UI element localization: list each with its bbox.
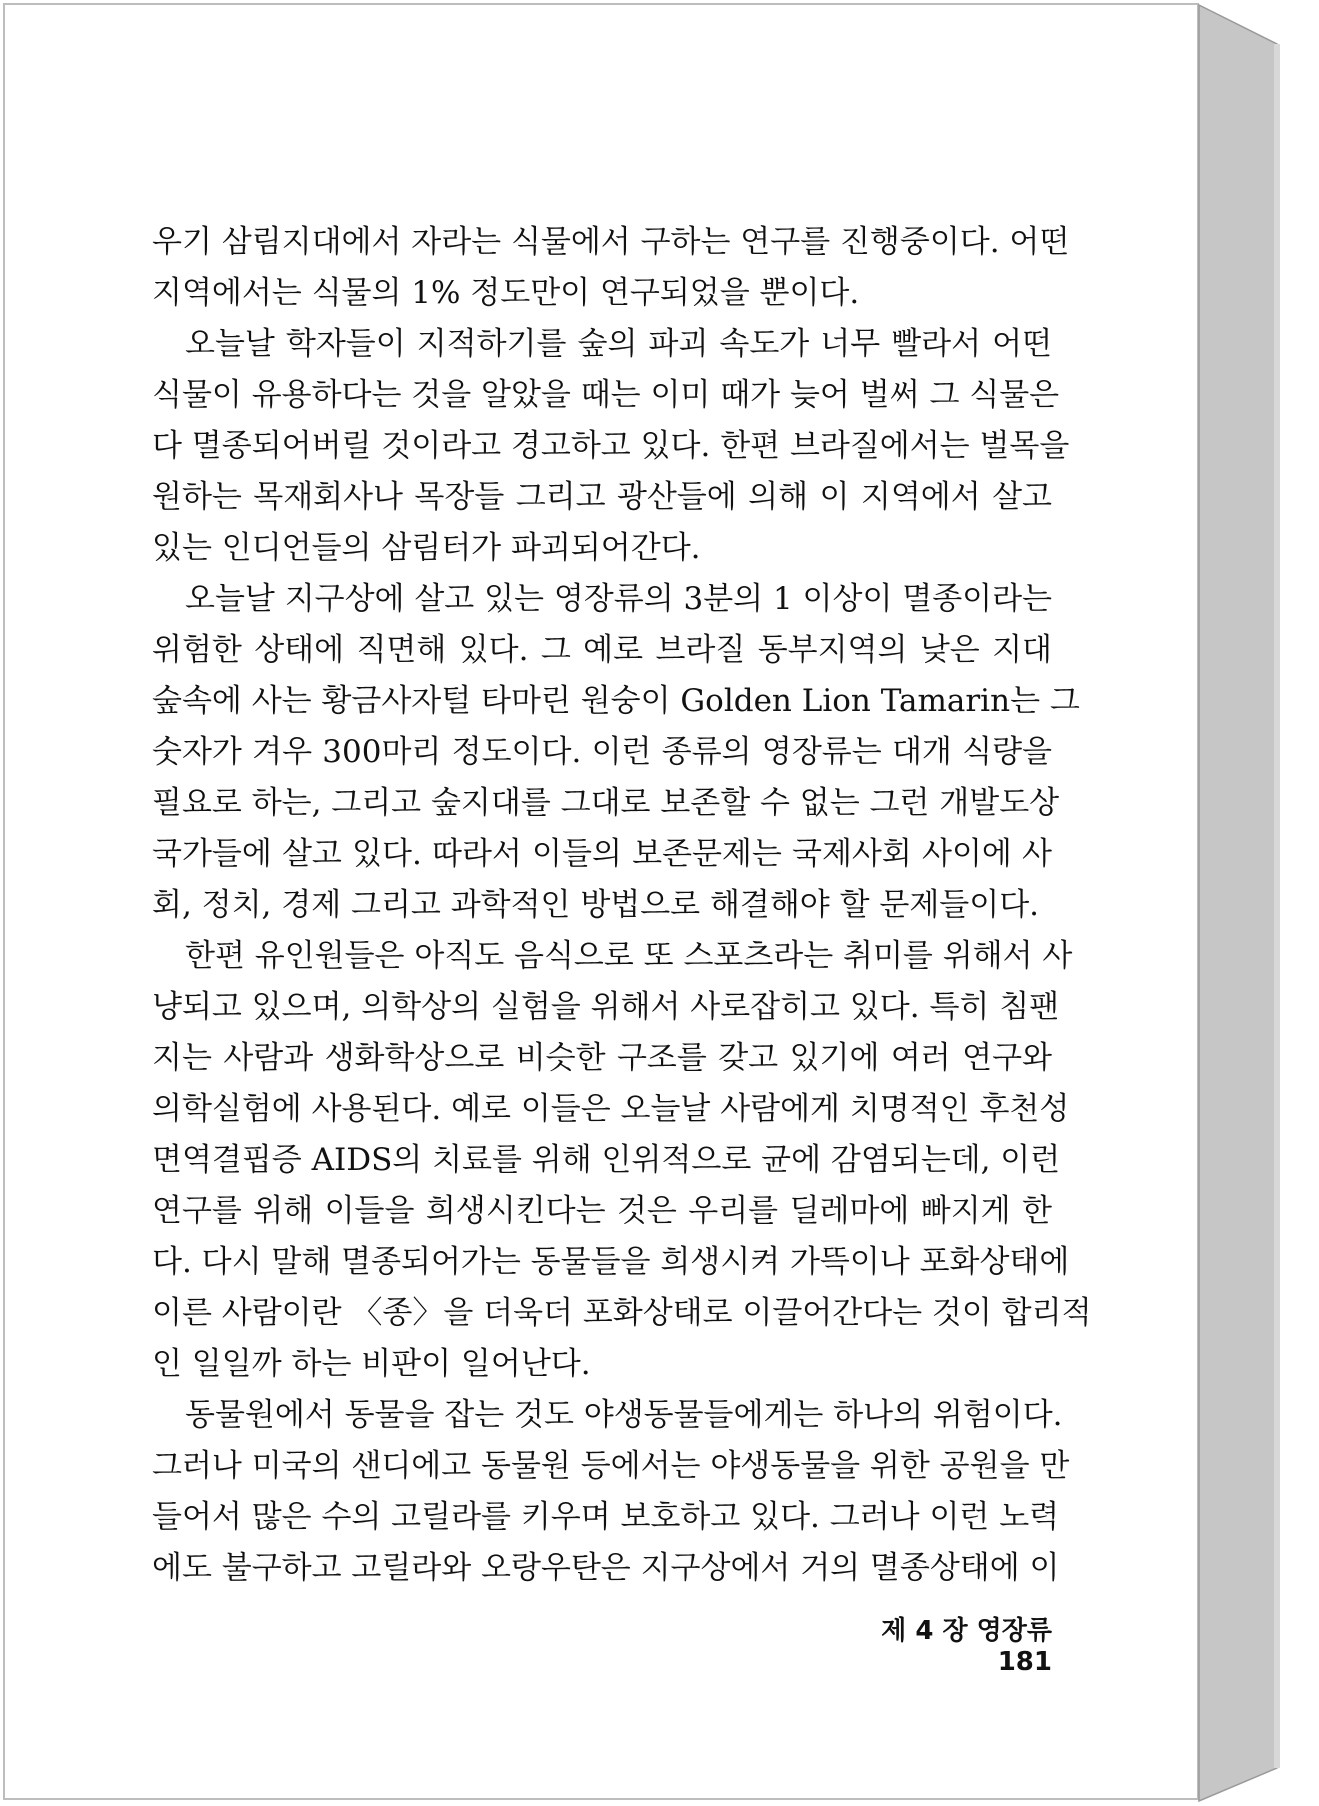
text-line: 필요로 하는, 그리고 숲지대를 그대로 보존할 수 없는 그런 개발도상	[152, 785, 1060, 821]
text-line: 들어서 많은 수의 고릴라를 키우며 보호하고 있다. 그러나 이런 노력	[152, 1499, 1060, 1535]
text-line: 우기 삼림지대에서 자라는 식물에서 구하는 연구를 진행중이다. 어떤	[152, 224, 1070, 260]
text-line: 회, 정치, 경제 그리고 과학적인 방법으로 해결해야 할 문제들이다.	[152, 887, 1039, 923]
book-side-panel	[1199, 5, 1277, 1801]
paragraph	[152, 931, 1092, 1390]
page-number: 181	[997, 1647, 1052, 1677]
text-line: 동물원에서 동물을 잡는 것도 야생동물들에게는 하나의 위험이다.	[185, 1397, 1063, 1433]
text-line: 숫자가 겨우 300마리 정도이다. 이런 종류의 영장류는 대개 식량을	[152, 734, 1052, 770]
text-line: 다 멸종되어버릴 것이라고 경고하고 있다. 한편 브라질에서는 벌목을	[152, 428, 1070, 464]
text-line: 한편 유인원들은 아직도 음식으로 또 스포츠라는 취미를 위해서 사	[185, 938, 1073, 974]
text-line: 지역에서는 식물의 1% 정도만이 연구되었을 뿐이다.	[152, 275, 860, 311]
text-line: 의학실험에 사용된다. 예로 이들은 오늘날 사람에게 치명적인 후천성	[152, 1091, 1070, 1127]
text-line: 에도 불구하고 고릴라와 오랑우탄은 지구상에서 거의 멸종상태에 이	[152, 1550, 1060, 1586]
text-line: 위험한 상태에 직면해 있다. 그 예로 브라질 동부지역의 낮은 지대	[152, 632, 1052, 668]
paragraph	[152, 217, 1070, 319]
text-line: 오늘날 학자들이 지적하기를 숲의 파괴 속도가 너무 빨라서 어떤	[185, 326, 1052, 362]
paragraph	[152, 1390, 1070, 1594]
text-line: 식물이 유용하다는 것을 알았을 때는 이미 때가 늦어 벌써 그 식물은	[152, 377, 1060, 413]
page-footer	[820, 1610, 1052, 1677]
text-line: 인 일일까 하는 비판이 일어난다.	[152, 1346, 591, 1382]
paragraph	[152, 574, 1080, 931]
text-line: 지는 사람과 생화학상으로 비슷한 구조를 갖고 있기에 여러 연구와	[152, 1040, 1052, 1076]
text-line: 다. 다시 말해 멸종되어가는 동물들을 희생시켜 가뜩이나 포화상태에	[152, 1244, 1070, 1280]
text-line: 오늘날 지구상에 살고 있는 영장류의 3분의 1 이상이 멸종이라는	[185, 581, 1052, 617]
text-line: 연구를 위해 이들을 희생시킨다는 것은 우리를 딜레마에 빠지게 한	[152, 1193, 1052, 1229]
text-line: 국가들에 살고 있다. 따라서 이들의 보존문제는 국제사회 사이에 사	[152, 836, 1052, 872]
paragraph	[152, 319, 1070, 574]
text-line: 원하는 목재회사나 목장들 그리고 광산들에 의해 이 지역에서 살고	[152, 479, 1052, 515]
text-line: 면역결핍증 AIDS의 치료를 위해 인위적으로 균에 감염되는데, 이런	[152, 1142, 1061, 1178]
chapter-title: 제 4 장 영장류	[881, 1616, 1052, 1646]
text-line: 이른 사람이란 〈종〉을 더욱더 포화상태로 이끌어간다는 것이 합리적	[152, 1295, 1092, 1331]
body-text	[152, 217, 1092, 1594]
text-line: 있는 인디언들의 삼림터가 파괴되어간다.	[152, 530, 701, 566]
text-line: 그러나 미국의 샌디에고 동물원 등에서는 야생동물을 위한 공원을 만	[152, 1448, 1070, 1484]
text-line: 숲속에 사는 황금사자털 타마린 원숭이 Golden Lion Tamarin는 그	[152, 683, 1080, 719]
text-line: 냥되고 있으며, 의학상의 실험을 위해서 사로잡히고 있다. 특히 침팬	[152, 989, 1060, 1025]
